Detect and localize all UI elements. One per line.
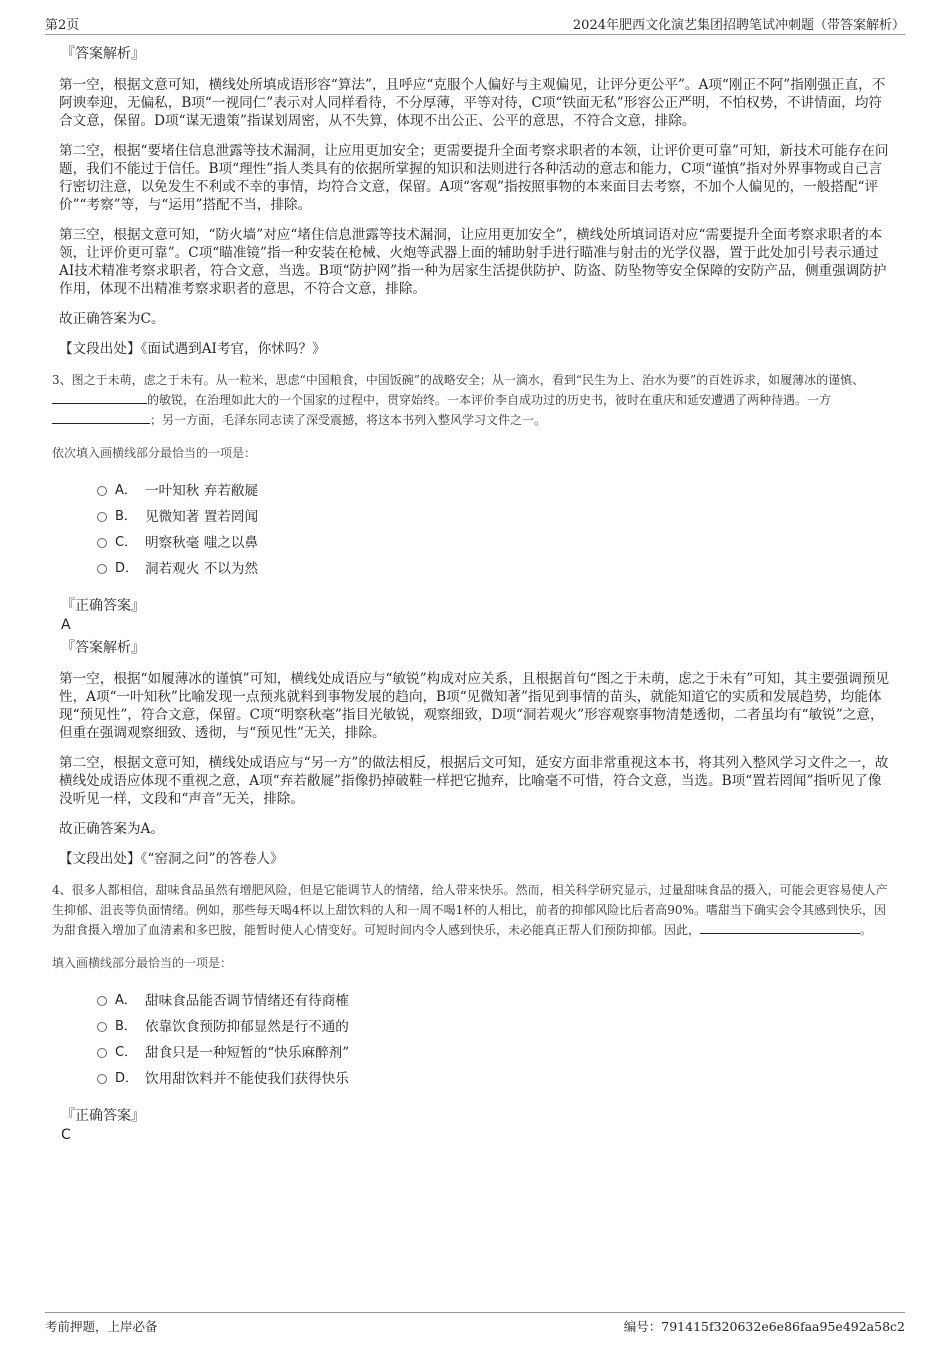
option-text: 依靠饮食预防抑郁显然是行不通的: [145, 1019, 349, 1035]
q4-option-a[interactable]: [97, 988, 892, 1014]
footer-serial: 编号：791415f320632e6e86faa95e492a58c2: [623, 1319, 905, 1334]
q2-conclusion: 故正确答案为C。: [59, 311, 165, 327]
document-title: 2024年肥西文化演艺集团招聘笔试冲刺题（带答案解析）: [572, 18, 905, 33]
q4-text-part-1: 4、很多人都相信，甜味食品虽然有增肥风险，但是它能调节人的情绪，给人带来快乐。然而，相关科学研究显示，过量甜味食品的摄入，可能会更容易使人产生抑郁、沮丧等负面情绪。例如，那些每天喝4杯以上甜饮料的人和一周不喝1杯的人相比，前者的抑郁风险比后者高90%。嗜甜当下确实会令其感到快乐，因为甜食摄入增加了血清素和多巴胺，能暂时使人心情变好。可短时间内令人感到快乐，未必能真正帮人们预防抑郁。因此，: [52, 883, 888, 937]
q3-blank-2: [52, 411, 150, 424]
page-content: [52, 44, 892, 1148]
q4-options: [97, 988, 892, 1092]
q2-analysis-label: 『答案解析』: [61, 46, 145, 62]
footer-slogan: 考前押题，上岸必备: [45, 1319, 158, 1334]
q2-source: 【文段出处】《面试遇到AI考官，你怵吗？》: [59, 341, 326, 357]
q3-blank-1: [52, 391, 147, 404]
radio-icon[interactable]: [97, 512, 107, 522]
q3-prompt: 依次填入画横线部分最恰当的一项是：: [52, 446, 257, 460]
option-letter: C．: [115, 535, 138, 550]
q3-text-part-3: ；另一方面，毛泽东同志读了深受震撼，将这本书列入整风学习文件之一。: [150, 413, 547, 427]
q4-prompt: 填入画横线部分最恰当的一项是：: [52, 956, 233, 970]
radio-icon[interactable]: [97, 1048, 107, 1058]
q4-option-b[interactable]: [97, 1014, 892, 1040]
radio-icon[interactable]: [97, 1022, 107, 1032]
option-text: 一叶知秋 弃若敝屣: [145, 483, 259, 499]
radio-icon[interactable]: [97, 1074, 107, 1084]
radio-icon[interactable]: [97, 996, 107, 1006]
option-text: 明察秋毫 嗤之以鼻: [145, 535, 259, 551]
page-footer: [45, 1312, 905, 1334]
q3-source: 【文段出处】《“窑洞之问”的答卷人》: [59, 851, 284, 867]
q3-analysis-paragraph-2: 第二空，根据文意可知，横线处成语应与“另一方”的做法相反，根据后文可知，延安方面非常重视这本书，将其列入整风学习文件之一，故横线处成语应体现不重视之意，A项“弃若敝屣”指像扔掉破鞋一样把它抛弃，比喻毫不可惜，符合文意，当选。B项“置若罔闻”指听见了像没听见一样，文段和“声音”无关，排除。: [59, 755, 889, 807]
option-letter: B．: [115, 1019, 137, 1034]
q3-correct-label: 『正确答案』: [61, 598, 145, 614]
q3-question-text: [52, 370, 892, 430]
q3-analysis-label: 『答案解析』: [61, 640, 145, 656]
option-text: 甜食只是一种短暂的“快乐麻醉剂”: [145, 1045, 350, 1061]
q3-conclusion: 故正确答案为A。: [59, 821, 164, 837]
option-letter: D．: [115, 1071, 139, 1086]
q4-correct-label: 『正确答案』: [61, 1108, 145, 1124]
q3-option-b[interactable]: [97, 504, 892, 530]
q4-correct-value: C: [61, 1127, 71, 1143]
q2-analysis-paragraph-1: 第一空，根据文意可知，横线处所填成语形容“算法”，且呼应“克服个人偏好与主观偏见，让评分更公平”。A项“刚正不阿”指刚强正直，不阿谀奉迎，无偏私，B项“一视同仁”表示对人同样看待，不分厚薄，平等对待，C项“铁面无私”形容公正严明，不怕权势，不讲情面，均符合文意，保留。D项“谋无遗策”指谋划周密，从不失算，体现不出公正、公平的意思，不符合文意，排除。: [59, 77, 886, 129]
q4-text-part-2: 。: [860, 923, 873, 937]
option-text: 洞若观火 不以为然: [145, 561, 259, 577]
q3-options: [97, 478, 892, 582]
q3-option-c[interactable]: [97, 530, 892, 556]
q2-analysis-paragraph-2: 第二空，根据“要堵住信息泄露等技术漏洞，让应用更加安全；更需要提升全面考察求职者的本领，让评价更可靠”可知，新技术可能存在问题，我们不能过于信任。B项“理性”指人类具有的依据所掌握的知识和法则进行各种活动的意志和能力，C项“谨慎”指对外界事物或自己言行密切注意，以免发生不利或不幸的事情，均符合文意，保留。A项“客观”指按照事物的本来面目去考察，不加个人偏见的，一般搭配“评价”“考察”等，与“运用”搭配不当，排除。: [59, 143, 889, 213]
q3-option-a[interactable]: [97, 478, 892, 504]
q4-question-text: [52, 880, 892, 940]
option-letter: B．: [115, 509, 137, 524]
option-text: 见微知著 置若罔闻: [145, 509, 259, 525]
q4-option-d[interactable]: [97, 1066, 892, 1092]
page-header: [45, 12, 905, 35]
radio-icon[interactable]: [97, 564, 107, 574]
option-letter: C．: [115, 1045, 138, 1060]
option-text: 甜味食品能否调节情绪还有待商榷: [145, 993, 349, 1009]
q3-option-d[interactable]: [97, 556, 892, 582]
radio-icon[interactable]: [97, 486, 107, 496]
option-letter: A．: [115, 483, 137, 498]
option-letter: A．: [115, 993, 137, 1008]
q4-blank: [700, 921, 860, 934]
option-letter: D．: [115, 561, 139, 576]
page-number: 第2页: [45, 18, 80, 33]
option-text: 饮用甜饮料并不能使我们获得快乐: [145, 1071, 349, 1087]
q3-text-part-1: 3、图之于未萌，虑之于未有。从一粒米，思虑“中国粮食，中国饭碗”的战略安全；从一滴水，看到“民生为上、治水为要”的百姓诉求，如履薄冰的谨慎、: [52, 373, 865, 387]
q3-text-part-2: 的敏锐，在治理如此大的一个国家的过程中，贯穿始终。一本评价李自成功过的历史书，彼时在重庆和延安遭遇了两种待遇。一方: [147, 393, 832, 407]
radio-icon[interactable]: [97, 538, 107, 548]
q3-analysis-paragraph-1: 第一空，根据“如履薄冰的谨慎”可知，横线处成语应与“敏锐”构成对应关系，且根据首句“图之于未萌，虑之于未有”可知，其主要强调预见性，A项“一叶知秋”比喻发现一点预兆就料到事物发展的趋向，B项“见微知著”指见到事情的苗头，就能知道它的实质和发展趋势，均能体现“预见性”，符合文意，保留。C项“明察秋毫”指目光敏锐，观察细致，D项“洞若观火”形容观察事物清楚透彻，二者虽均有“敏锐”之意，但重在强调观察细致、透彻，与“预见性”无关，排除。: [59, 671, 890, 741]
q4-option-c[interactable]: [97, 1040, 892, 1066]
q2-analysis-paragraph-3: 第三空，根据文意可知，“防火墙”对应“堵住信息泄露等技术漏洞，让应用更加安全”，横线处所填词语对应“需要提升全面考察求职者的本领，让评价更可靠”。C项“瞄准镜”指一种安装在枪械、火炮等武器上面的辅助射手进行瞄准与射击的光学仪器，置于此处加引号表示通过AI技术精准考察求职者，符合文意，当选。B项“防护网”指一种为居家生活提供防护、防盗、防坠物等安全保障的安防产品，侧重强调防护作用，体现不出精准考察求职者的意思，不符合文意，排除。: [59, 227, 887, 297]
q3-correct-value: A: [61, 617, 71, 633]
